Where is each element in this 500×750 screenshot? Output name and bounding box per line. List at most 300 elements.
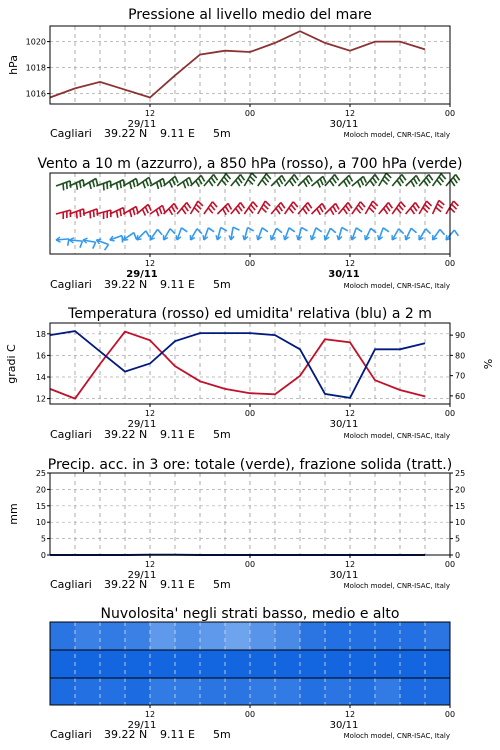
x-tick-label: 00 <box>444 109 456 118</box>
cloud-cell <box>150 678 176 705</box>
wind-barb-flag <box>388 203 392 209</box>
wind-barb-flag <box>323 176 326 182</box>
wind-barb <box>164 176 178 187</box>
wind-barb-flag <box>157 182 159 189</box>
wind-barb <box>446 201 458 214</box>
cloud-cell <box>225 678 251 705</box>
wind-barb-flag <box>336 203 340 209</box>
wind-barb <box>123 207 138 218</box>
panel-cloud-cover <box>50 606 455 731</box>
x-tick-label: 12 <box>344 710 356 719</box>
wind-barb-flag <box>262 180 266 185</box>
x-tick-label: 00 <box>244 109 256 118</box>
wind-barb-flag <box>249 208 253 213</box>
y-tick-label: 1018 <box>25 63 46 73</box>
wind-barb-flag <box>416 175 420 181</box>
pressure-title: Pressione al livello medio del mare <box>128 7 372 23</box>
wind-barb-flag <box>240 175 244 181</box>
y-tick-label: 14 <box>35 373 46 382</box>
precipitation-grid <box>75 473 425 555</box>
wind-barb-flag <box>375 175 379 181</box>
panel-temperature <box>5 306 495 430</box>
wind-barb-flag <box>360 202 364 207</box>
y-tick-label: 15 <box>455 501 466 511</box>
cloud-cell <box>300 678 326 705</box>
wind-barb-flag <box>358 181 361 187</box>
wind-barb <box>203 228 214 240</box>
x-tick-label: 00 <box>244 259 256 268</box>
wind-barb-flag <box>292 177 296 183</box>
wind-barb-flag <box>320 179 323 185</box>
wind-barb-flag <box>317 181 320 187</box>
x-date-label: 29/11 <box>127 720 157 731</box>
wind-barb <box>83 179 98 190</box>
wind-barb-flag <box>440 229 444 234</box>
wind-barb <box>150 205 165 216</box>
wind-barb-flag <box>291 205 295 210</box>
wind-barb-flag <box>142 209 145 215</box>
model-credit: Moloch model, CNR-ISAC, Italy <box>343 582 450 590</box>
wind-barb <box>352 176 366 187</box>
wind-barb-flag <box>224 177 228 182</box>
series-line <box>50 31 425 97</box>
wind-barb-flag <box>228 203 232 209</box>
x-tick-label: 00 <box>244 710 256 719</box>
wind-barb-flag <box>386 205 390 211</box>
wind-barb-flag <box>426 229 431 234</box>
wind-barb-flag <box>305 205 309 211</box>
location-lon: 9.11 E <box>160 278 195 291</box>
wind-barb-flag <box>363 176 366 182</box>
wind-barb <box>285 175 299 186</box>
y-tick-label: 15 <box>35 501 46 511</box>
wind-barb-flag <box>303 208 307 214</box>
wind-barb-flag <box>187 203 191 209</box>
precipitation-y-ticks-right <box>450 469 465 560</box>
wind-barb <box>351 228 362 240</box>
wind-barb <box>338 175 352 186</box>
wind-barb <box>379 203 393 214</box>
wind-barb-flag <box>261 208 266 213</box>
wind-barb <box>217 203 231 214</box>
x-date-label: 29/11 <box>127 570 157 581</box>
cloud-cell <box>350 678 376 705</box>
wind-barb <box>244 173 256 186</box>
wind-barb-flag <box>252 173 257 178</box>
wind-barb <box>258 174 271 186</box>
wind-barb-flag <box>236 208 240 214</box>
wind-barb-flag <box>346 205 350 211</box>
location-lat: 39.22 N <box>104 728 148 741</box>
y-tick-label: 10 <box>455 518 466 528</box>
wind-barb-flag <box>68 239 69 246</box>
wind-barb <box>325 175 339 186</box>
wind-x-ticks <box>126 254 455 280</box>
wind-barb-flag <box>346 178 350 184</box>
pressure-ylabel: hPa <box>7 55 20 75</box>
wind-barb-flag <box>172 206 176 212</box>
pressure-y-ticks <box>26 38 450 99</box>
y-tick-label: 5 <box>455 534 461 544</box>
x-tick-label: 12 <box>144 259 156 268</box>
cloud-cell <box>400 678 426 705</box>
wind-barb-flag <box>84 209 85 216</box>
wind-barb-flag <box>159 208 161 215</box>
wind-barb <box>96 181 111 191</box>
wind-barb-flag <box>105 244 109 250</box>
wind-barb-flag <box>383 228 389 232</box>
wind-barb <box>406 175 420 186</box>
cloud-cell <box>200 678 226 705</box>
wind-barb-flag <box>426 177 430 183</box>
x-tick-label: 12 <box>344 109 356 118</box>
temperature-grid <box>75 323 425 404</box>
panel-wind <box>37 156 462 280</box>
wind-barb-flag <box>238 205 242 211</box>
x-tick-label: 00 <box>244 409 256 418</box>
humidity-y-ticks <box>450 331 465 401</box>
x-date-label: 29/11 <box>126 269 158 280</box>
temperature-title: Temperatura (rosso) ed umidita' relativa (blu) a 2 m <box>68 306 432 322</box>
cloud-cell <box>200 650 226 678</box>
wind-barb <box>150 179 165 190</box>
y-tick-label: 18 <box>35 329 46 339</box>
wind-barb-flag <box>63 183 64 190</box>
x-tick-label: 12 <box>144 560 156 569</box>
wind-barb <box>69 238 82 248</box>
wind-barb-flag <box>120 209 121 216</box>
cloud-cell <box>275 650 301 678</box>
location-lat: 39.22 N <box>104 127 148 140</box>
wind-barb-flag <box>133 208 135 215</box>
wind-barb-flag <box>277 228 282 232</box>
cloud-cell <box>400 650 426 678</box>
wind-barb <box>325 203 339 214</box>
wind-barb <box>352 202 365 214</box>
cloud-cell <box>225 622 251 650</box>
location-name: Cagliari <box>50 127 92 140</box>
y-tick-label: 90 <box>455 331 466 341</box>
location-lat: 39.22 N <box>104 278 148 291</box>
cloud-cell <box>250 650 276 678</box>
wind-barb-flag <box>146 231 150 237</box>
location-name: Cagliari <box>50 428 92 441</box>
cloud-cell <box>100 622 126 650</box>
wind-barb-flag <box>437 204 442 208</box>
wind-barb-flag <box>201 175 205 181</box>
wind-barb <box>419 175 433 186</box>
wind-barb-flag <box>117 183 118 190</box>
location-lat: 39.22 N <box>104 428 148 441</box>
x-date-label: 30/11 <box>329 419 359 430</box>
wind-barb-flag <box>107 182 108 189</box>
wind-barb-flag <box>208 208 212 213</box>
wind-barb-flag <box>225 206 229 212</box>
wind-barb <box>271 203 285 214</box>
cloud-cell <box>275 622 301 650</box>
wind-barb <box>177 177 192 188</box>
cloud-cell <box>425 622 451 650</box>
wind-barb <box>69 209 84 219</box>
precipitation-ylabel: mm <box>7 503 20 525</box>
wind-barb <box>83 238 96 248</box>
wind-barb <box>392 175 406 186</box>
x-tick-label: 12 <box>344 409 356 418</box>
wind-barb <box>433 174 446 186</box>
wind-barb-flag <box>436 207 441 211</box>
cloud-cell <box>75 622 101 650</box>
wind-barb-flag <box>93 242 96 248</box>
wind-barb-flag <box>356 228 362 232</box>
model-credit: Moloch model, CNR-ISAC, Italy <box>343 432 450 440</box>
cloud-cell <box>350 650 376 678</box>
wind-barb-flag <box>453 177 457 183</box>
wind-barb-flag <box>383 180 388 185</box>
wind-barb <box>229 227 239 240</box>
wind-barb-flag <box>162 205 164 212</box>
wind-barb-flag <box>233 227 239 230</box>
wind-barb-flag <box>370 180 374 186</box>
wind-barb-flag <box>97 209 98 216</box>
wind-barb-flag <box>281 203 285 209</box>
wind-barb <box>150 229 162 240</box>
wind-barb-flag <box>80 241 82 248</box>
wind-barb <box>258 201 270 214</box>
wind-barb-flag <box>278 205 282 211</box>
wind-barb-flag <box>441 174 445 179</box>
wind-barb-flag <box>169 181 172 187</box>
x-date-label: 29/11 <box>127 419 157 430</box>
wind-barb <box>311 228 322 240</box>
cloud-cell <box>225 650 251 678</box>
panel-pressure <box>7 7 455 130</box>
x-date-label: 30/11 <box>329 119 359 130</box>
wind-barb <box>204 202 217 214</box>
y-tick-label: 70 <box>455 371 466 381</box>
y-tick-label: 25 <box>35 469 46 478</box>
wind-barb-flag <box>319 206 323 212</box>
location-elevation: 5m <box>213 578 231 591</box>
location-name: Cagliari <box>50 728 92 741</box>
wind-barb-flag <box>276 208 280 214</box>
series-line <box>50 332 425 399</box>
wind-barb-flag <box>301 227 307 231</box>
wind-barb-flag <box>198 201 203 206</box>
wind-barb-flag <box>293 202 297 207</box>
x-tick-label: 00 <box>244 560 256 569</box>
wind-title: Vento a 10 m (azzurro), a 850 hPa (rosso), a 700 hPa (verde) <box>37 156 463 172</box>
wind-barb-flag <box>238 177 242 183</box>
wind-barb <box>392 202 405 214</box>
wind-barb-flag <box>134 233 136 240</box>
wind-barb <box>56 181 71 191</box>
wind-barb-flag <box>384 176 389 181</box>
location-lon: 9.11 E <box>160 578 195 591</box>
wind-barb-flag <box>236 180 240 186</box>
wind-barb-flag <box>384 208 388 214</box>
wind-barb <box>69 180 84 190</box>
wind-barb-flag <box>401 202 405 207</box>
x-date-label: 30/11 <box>328 269 360 280</box>
wind-barb-flag <box>308 203 312 209</box>
y-tick-label: 20 <box>35 485 46 495</box>
y-tick-label: 1020 <box>25 37 46 47</box>
wind-barb-flag <box>248 227 254 231</box>
wind-barb-flag <box>344 181 348 187</box>
wind-barb <box>446 175 460 186</box>
pressure-series <box>50 31 425 98</box>
wind-barb-flag <box>143 182 145 189</box>
panel-precipitation <box>7 457 465 581</box>
model-credit: Moloch model, CNR-ISAC, Italy <box>343 732 450 740</box>
wind-barb <box>365 228 376 240</box>
wind-barb <box>297 227 308 240</box>
wind-barb-flag <box>456 175 460 181</box>
location-name: Cagliari <box>50 278 92 291</box>
cloud-cell <box>100 678 126 705</box>
wind-barb-flag <box>289 208 293 213</box>
cloud-cell <box>175 650 201 678</box>
cloud-cell <box>250 678 276 705</box>
wind-barbs <box>56 173 460 250</box>
wind-barb <box>312 203 326 214</box>
wind-barb-flag <box>262 228 268 232</box>
y-tick-label: 16 <box>35 351 46 361</box>
wind-barb-flag <box>349 175 353 181</box>
wind-barb <box>177 203 191 214</box>
x-date-label: 30/11 <box>329 720 359 731</box>
wind-barb-flag <box>146 180 148 187</box>
wind-barb-flag <box>214 175 218 181</box>
wind-barb <box>190 201 202 214</box>
wind-barb-flag <box>276 181 280 187</box>
wind-barb-flag <box>332 177 336 183</box>
wind-barb <box>164 203 178 214</box>
wind-barb-flag <box>156 210 158 217</box>
cloud-cell <box>325 650 351 678</box>
wind-barb-flag <box>93 180 95 187</box>
wind-barb-flag <box>136 179 138 186</box>
wind-barb <box>110 208 125 218</box>
wind-barb-flag <box>211 177 215 183</box>
temperature-x-ticks <box>128 404 456 430</box>
model-credit: Moloch model, CNR-ISAC, Italy <box>343 131 450 139</box>
wind-barb-flag <box>160 180 162 187</box>
wind-barb-flag <box>133 180 135 187</box>
wind-barb <box>271 175 285 186</box>
wind-barb-flag <box>213 202 217 207</box>
wind-barb-flag <box>182 208 186 214</box>
wind-barb <box>433 200 445 214</box>
wind-barb <box>110 180 125 190</box>
cloud-cell <box>375 622 401 650</box>
cloud-cell <box>325 622 351 650</box>
wind-barb-flag <box>279 178 283 184</box>
cloud-cell <box>425 650 451 678</box>
wind-barb-flag <box>189 177 191 184</box>
y-tick-label: 10 <box>35 518 46 528</box>
wind-barb-flag <box>317 209 321 215</box>
wind-barb-flag <box>397 180 401 186</box>
wind-barb-flag <box>316 228 322 232</box>
x-tick-label: 12 <box>344 560 356 569</box>
wind-barb-flag <box>117 211 118 218</box>
wind-barb-flag <box>264 177 268 182</box>
wind-barb-flag <box>181 228 187 232</box>
wind-barb-flag <box>184 205 188 211</box>
wind-barb-flag <box>186 180 188 187</box>
wind-barb <box>110 236 123 243</box>
wind-barb-flag <box>356 208 360 213</box>
wind-barb-flag <box>289 228 295 232</box>
wind-barb-flag <box>175 176 178 182</box>
location-name: Cagliari <box>50 578 92 591</box>
wind-barb <box>392 229 404 240</box>
cloud-cell <box>125 622 151 650</box>
wind-barb-flag <box>411 181 415 187</box>
y-tick-label: 25 <box>455 469 466 478</box>
wind-barb-flag <box>309 175 313 181</box>
precipitation-y-ticks <box>36 469 450 560</box>
wind-barb <box>204 175 218 186</box>
wind-barb-flag <box>122 236 123 243</box>
wind-barb <box>324 228 335 240</box>
y-tick-label: 60 <box>455 391 466 401</box>
x-tick-label: 00 <box>444 259 456 268</box>
wind-barb <box>137 231 150 240</box>
wind-barb-flag <box>427 201 432 206</box>
wind-barb-flag <box>103 183 104 190</box>
wind-barb-flag <box>263 204 268 209</box>
wind-barb-flag <box>373 177 377 183</box>
wind-barb-flag <box>90 211 91 218</box>
wind-barb-flag <box>222 180 226 185</box>
cloud-cell <box>375 678 401 705</box>
wind-barb-flag <box>145 207 148 213</box>
x-tick-label: 00 <box>444 560 456 569</box>
wind-barb-flag <box>67 182 68 189</box>
wind-barb-flag <box>120 181 121 188</box>
cloud-cell <box>275 678 301 705</box>
wind-barb <box>176 228 187 240</box>
wind-barb-flag <box>76 211 77 218</box>
wind-barb-flag <box>221 227 227 231</box>
wind-barb-flag <box>251 205 255 210</box>
wind-barb-flag <box>439 200 444 204</box>
location-elevation: 5m <box>213 428 231 441</box>
wind-barb <box>231 175 245 186</box>
location-elevation: 5m <box>213 728 231 741</box>
y-tick-label: 1016 <box>25 89 46 99</box>
wind-barb <box>312 176 326 187</box>
wind-barb-flag <box>306 178 310 184</box>
wind-barb <box>217 174 230 186</box>
wind-barb-flag <box>399 205 403 210</box>
wind-barb-flag <box>386 173 391 178</box>
wind-barb-flag <box>358 205 362 210</box>
location-elevation: 5m <box>213 127 231 140</box>
y-tick-label: 12 <box>35 394 46 404</box>
wind-barb-flag <box>196 181 200 187</box>
wind-barb-flag <box>158 229 162 234</box>
wind-barb-flag <box>194 208 199 213</box>
wind-barb-flag <box>170 229 175 234</box>
x-date-label: 29/11 <box>127 119 157 130</box>
wind-barb <box>96 239 108 250</box>
model-credit: Moloch model, CNR-ISAC, Italy <box>343 282 450 290</box>
wind-barb-flag <box>410 208 414 214</box>
humidity-ylabel: % <box>482 358 495 370</box>
